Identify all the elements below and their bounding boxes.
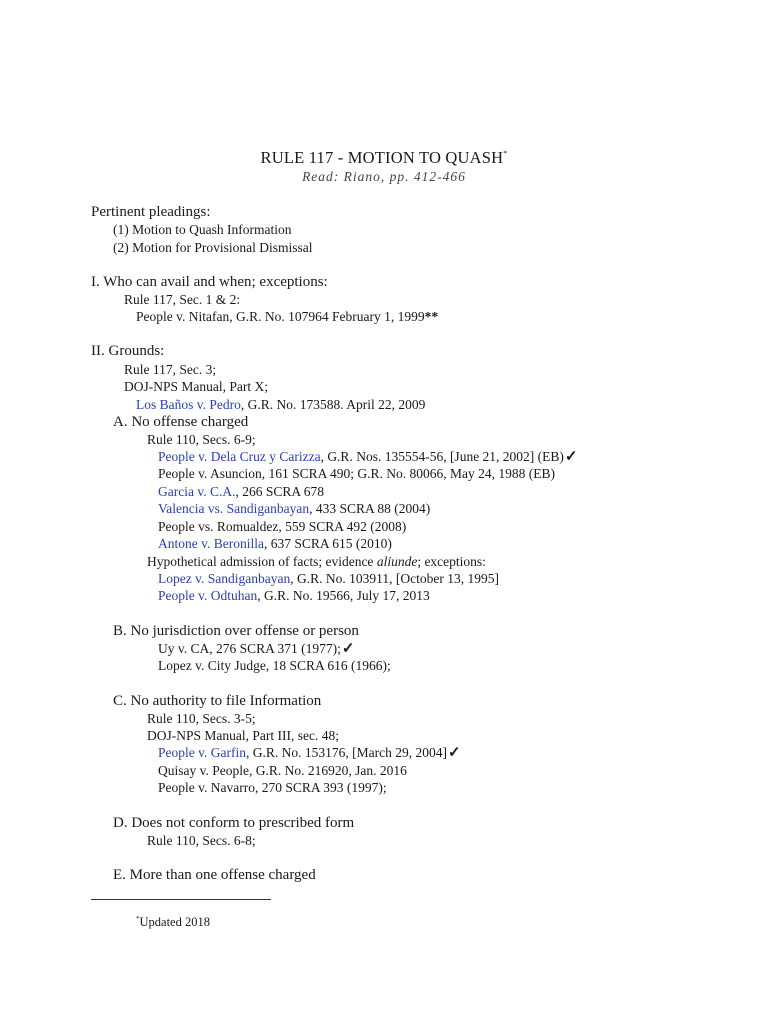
checkmark-icon: ✓ — [564, 449, 578, 465]
section-2-line: Rule 117, Sec. 3; — [124, 362, 217, 377]
subsection-b-heading: B. No jurisdiction over offense or person — [113, 623, 359, 639]
hypothetical-admission-line: Hypothetical admission of facts; evidence aliunde; exceptions: — [147, 554, 486, 569]
case-link[interactable]: Lopez v. Sandiganbayan — [158, 571, 291, 586]
subsection-d-heading: D. Does not conform to prescribed form — [113, 815, 355, 831]
section-1-rule: Rule 117, Sec. 1 & 2: — [124, 292, 241, 307]
case-line: Antone v. Beronilla, 637 SCRA 615 (2010) — [158, 536, 392, 551]
case-line: Valencia vs. Sandiganbayan, 433 SCRA 88 (2004) — [158, 501, 431, 516]
section-2-heading: II. Grounds: — [91, 343, 165, 359]
subsection-c-line: DOJ-NPS Manual, Part III, sec. 48; — [147, 728, 339, 743]
checkmark-icon: ✓ — [341, 641, 355, 657]
case-link[interactable]: Valencia vs. Sandiganbayan — [158, 501, 310, 516]
case-line: People v. Dela Cruz y Carizza, G.R. Nos. 135554-56, [June 21, 2002] (EB)✓ — [158, 449, 578, 465]
case-link[interactable]: People v. Odtuhan — [158, 588, 258, 603]
pleading-item: (1) Motion to Quash Information — [113, 222, 292, 237]
case-line: People v. Odtuhan, G.R. No. 19566, July 17, 2013 — [158, 588, 430, 603]
section-1-heading: I. Who can avail and when; exceptions: — [91, 274, 328, 290]
case-line: People v. Garfin, G.R. No. 153176, [March 29, 2004]✓ — [158, 745, 461, 761]
case-mark: ** — [424, 309, 439, 324]
case-line: Garcia v. C.A., 266 SCRA 678 — [158, 484, 325, 499]
case-link[interactable]: People v. Garfin — [158, 745, 246, 760]
case-link[interactable]: Los Baños v. Pedro — [136, 397, 241, 412]
case-link[interactable]: People v. Dela Cruz y Carizza — [158, 449, 321, 464]
section-2-line: DOJ-NPS Manual, Part X; — [124, 379, 268, 394]
case-line: Uy v. CA, 276 SCRA 371 (1977);✓ — [158, 641, 355, 657]
case-line: People v. Navarro, 270 SCRA 393 (1997); — [158, 780, 387, 795]
case-line: People vs. Romualdez, 559 SCRA 492 (2008) — [158, 519, 407, 534]
checkmark-icon: ✓ — [447, 745, 461, 761]
subsection-c-heading: C. No authority to file Information — [113, 693, 322, 709]
section-2-case: Los Baños v. Pedro, G.R. No. 173588. April 22, 2009 — [136, 397, 426, 412]
footnote-divider — [91, 899, 271, 900]
case-line: Quisay v. People, G.R. No. 216920, Jan. 2016 — [158, 763, 407, 778]
title-footnote-marker: * — [503, 149, 508, 158]
subsection-e-heading: E. More than one offense charged — [113, 867, 316, 883]
subsection-c-line: Rule 110, Secs. 3-5; — [147, 711, 256, 726]
subsection-a-rule: Rule 110, Secs. 6-9; — [147, 432, 256, 447]
pleading-item: (2) Motion for Provisional Dismissal — [113, 240, 313, 255]
case-link[interactable]: Garcia v. C.A. — [158, 484, 236, 499]
subsection-d-rule: Rule 110, Secs. 6-8; — [147, 833, 256, 848]
case-line: Lopez v. Sandiganbayan, G.R. No. 103911, [October 13, 1995] — [158, 571, 499, 586]
case-link[interactable]: Antone v. Beronilla — [158, 536, 264, 551]
reading-reference: Read: Riano, pp. 412-466 — [302, 169, 466, 184]
case-line: People v. Asuncion, 161 SCRA 490; G.R. No. 80066, May 24, 1988 (EB) — [158, 466, 556, 481]
subsection-a-heading: A. No offense charged — [113, 414, 249, 430]
section-1-case: People v. Nitafan, G.R. No. 107964 February 1, 1999** — [136, 309, 439, 324]
case-line: Lopez v. City Judge, 18 SCRA 616 (1966); — [158, 658, 391, 673]
footnote: *Updated 2018 — [136, 915, 210, 929]
page-title: RULE 117 - MOTION TO QUASH* — [260, 148, 508, 167]
pleadings-heading: Pertinent pleadings: — [91, 204, 211, 220]
